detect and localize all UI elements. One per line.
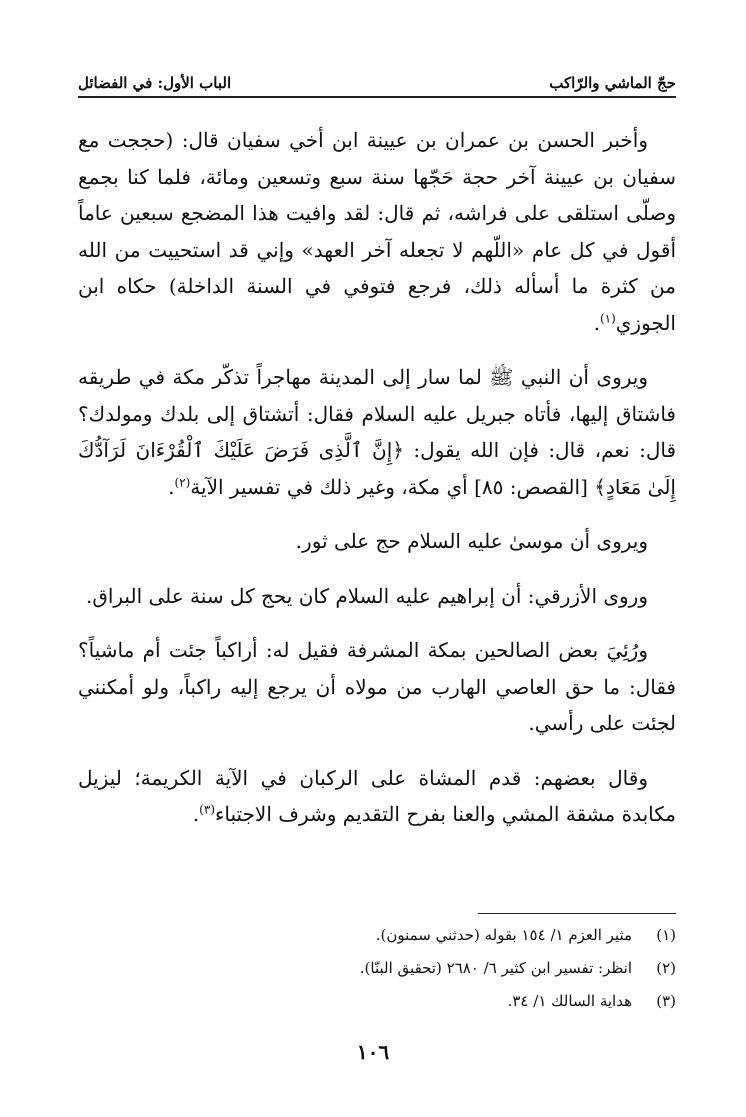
footnote-text: هداية السالك ١/ ٣٤. bbox=[507, 992, 632, 1010]
running-header bbox=[78, 58, 676, 92]
footnote-1 bbox=[78, 926, 676, 944]
paragraph-2 bbox=[78, 359, 676, 505]
paragraph-1 bbox=[78, 122, 676, 341]
footnote-text: انظر: تفسير ابن كثير ٦/ ٢٦٨٠ (تحقيق البنّا). bbox=[359, 959, 632, 977]
footnote-ref-2[interactable]: (٢) bbox=[174, 474, 191, 489]
quran-verse: ﴿إِنَّ ٱلَّذِى فَرَضَ عَلَيْكَ ٱلْقُرْءَانَ لَرَآدُّكَ إِلَىٰ مَعَادٍ﴾ bbox=[78, 438, 676, 499]
paragraph-6 bbox=[78, 760, 676, 833]
paragraph-3-text: ويروى أن موسىٰ عليه السلام حج على ثور. bbox=[295, 529, 648, 553]
footnote-2 bbox=[78, 959, 676, 977]
footnote-ref-3[interactable]: (٣) bbox=[199, 802, 215, 817]
header-book-title: حجّ الماشي والرّاكب bbox=[549, 74, 676, 92]
footnote-number: (٢) bbox=[656, 959, 676, 977]
footnote-3 bbox=[78, 992, 676, 1010]
paragraph-4 bbox=[78, 578, 676, 615]
paragraph-5 bbox=[78, 632, 676, 742]
footnote-text: مثير العزم ١/ ١٥٤ بقوله (حدثني سمنون). bbox=[375, 926, 632, 944]
paragraph-2-text-after: [القصص: ٨٥] أي مكة، وغير ذلك في تفسير الآية bbox=[190, 474, 588, 499]
footnote-number: (٣) bbox=[656, 992, 676, 1010]
header-divider bbox=[78, 96, 676, 98]
header-chapter-title: الباب الأول: في الفضائل bbox=[78, 74, 232, 92]
footnote-ref-1[interactable]: (١) bbox=[599, 310, 616, 325]
footnote-number: (١) bbox=[656, 926, 676, 944]
paragraph-6-end: . bbox=[192, 802, 200, 826]
paragraph-5-text: ورُئِيَ بعض الصالحين بمكة المشرفة فقيل له: أراكباً جئت أم ماشياً؟ فقال: ما حق العاصي الهارب من مولاه أن يرجع إليه راكباً، ولو أمكنني لجئت على رأسي. bbox=[78, 638, 676, 735]
paragraph-1-end: . bbox=[593, 310, 600, 335]
page-number: ١٠٦ bbox=[356, 1040, 390, 1064]
footnotes bbox=[78, 926, 676, 1025]
paragraph-6-text: وقال بعضهم: قدم المشاة على الركبان في الآية الكريمة؛ ليزيل مكابدة مشقة المشي والعنا بفرح التقديم وشرف الاجتباء bbox=[78, 765, 676, 826]
main-text bbox=[78, 122, 676, 851]
paragraph-3 bbox=[78, 523, 676, 560]
paragraph-2-end: . bbox=[168, 474, 175, 499]
paragraph-4-text: وروى الأزرقي: أن إبراهيم عليه السلام كان يحج كل سنة على البراق. bbox=[85, 583, 648, 608]
paragraph-2-text: ويروى أن النبي ﷺ لما سار إلى المدينة مهاجراً تذكّر مكة في طريقه فاشتاق إليها، فأتاه جبريل عليه السلام فقال: أتشتاق إلى بلدك ومولدك؟ قال: نعم، قال: فإن الله يقول: bbox=[78, 365, 677, 462]
footnote-divider bbox=[478, 913, 676, 914]
paragraph-1-text: وأخبر الحسن بن عمران بن عيينة ابن أخي سفيان قال: (حججت مع سفيان بن عيينة آخر حجة حَجّها سنة سبع وتسعين ومائة، فلما كنا بجمع وصلّى استلقى على فراشه، ثم قال: لقد وافيت هذا المضجع سبعين عاماً أقول في كل عام «اللّهم لا تجعله آخر العهد» وإني قد استحييت من الله من كثرة ما أسأله ذلك، فرجع فتوفي في السنة الداخلة) حكاه ابن الجوزي bbox=[78, 128, 676, 335]
